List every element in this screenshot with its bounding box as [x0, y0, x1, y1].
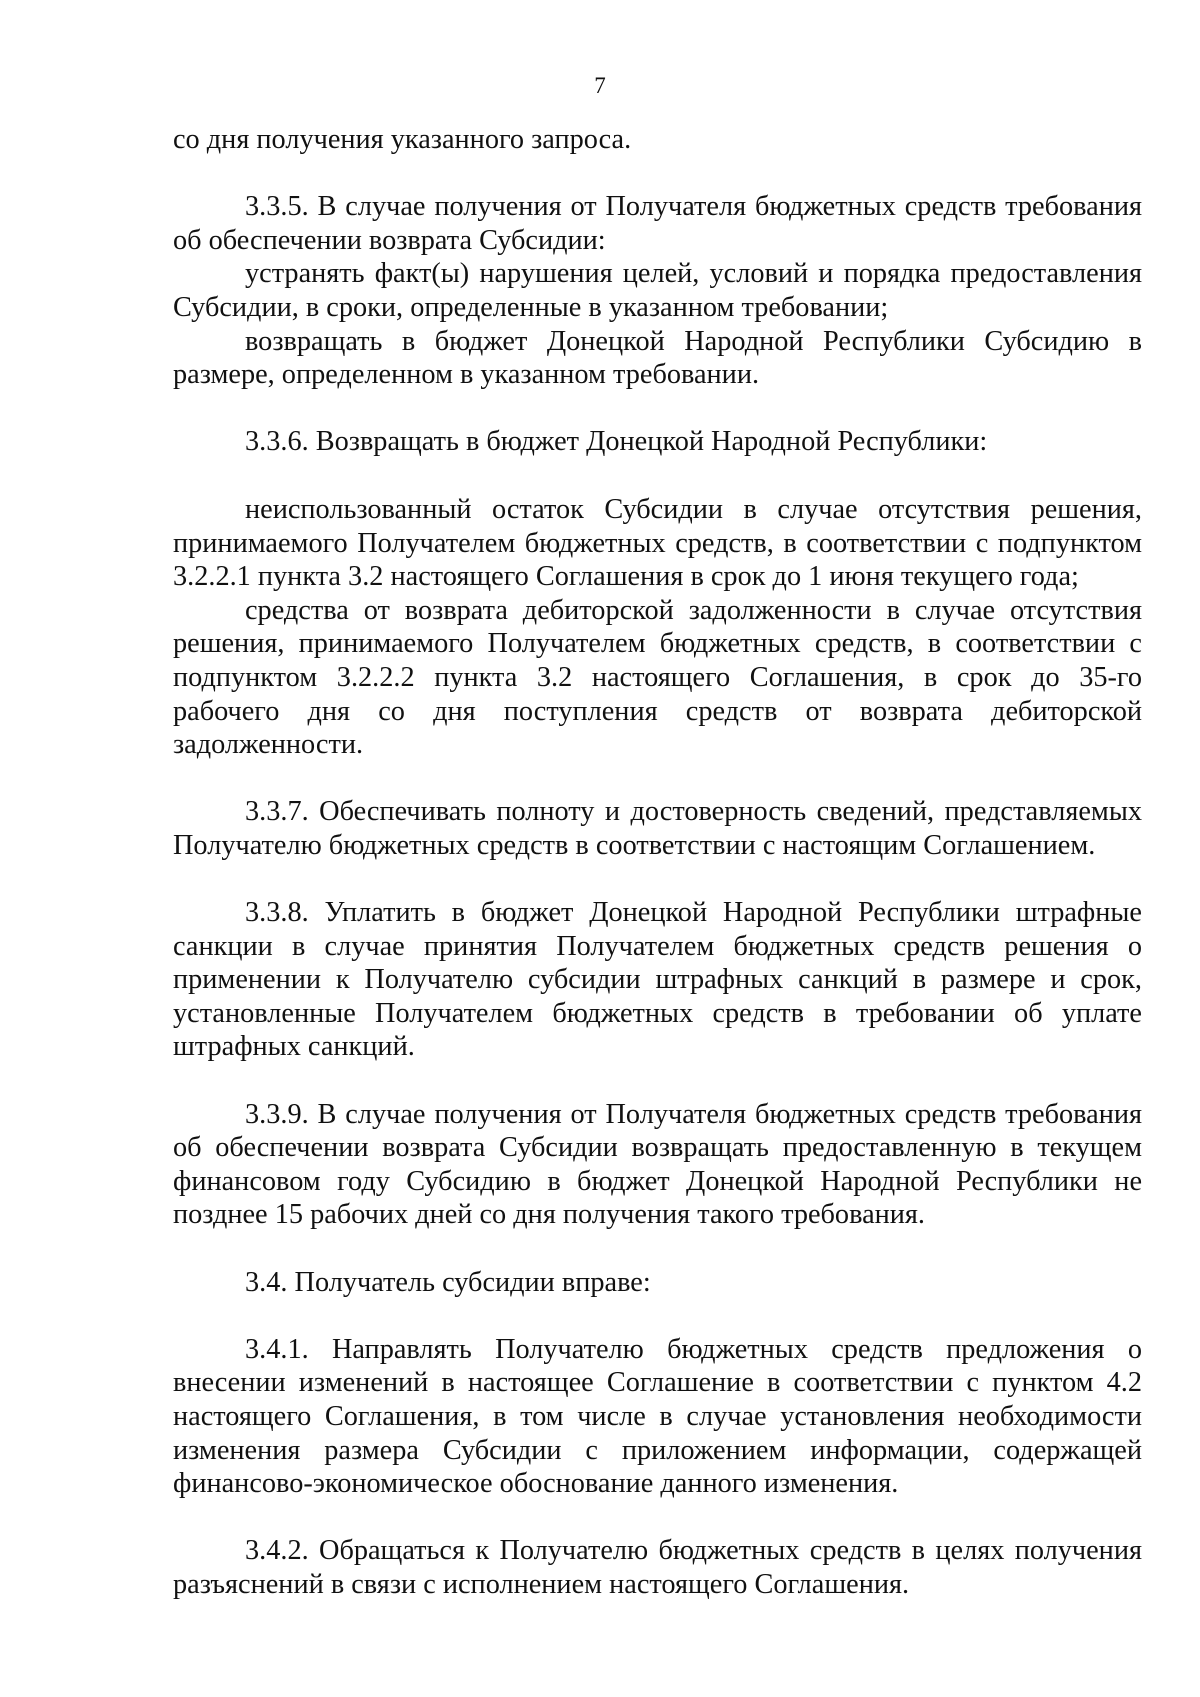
paragraph-3-4-2: 3.4.2. Обращаться к Получателю бюджетных средств в целях получения разъяснений в связи с исполнением настоящего Соглашения. — [173, 1535, 1142, 1600]
paragraph-3-4: 3.4. Получатель субсидии вправе: — [245, 1266, 651, 1298]
page-number: 7 — [594, 73, 606, 98]
paragraph-3-3-8: 3.3.8. Уплатить в бюджет Донецкой Народной Республики штрафные санкции в случае принятия Получателем бюджетных средств решения о применении к Получателю субсидии штрафных санкций в размере и срок, установленные Получателем бюджетных средств в требовании об уплате штрафных санкций. — [173, 897, 1142, 1063]
paragraph-3-3-6: 3.3.6. Возвращать в бюджет Донецкой Народной Республики: — [245, 426, 988, 458]
paragraph-3-3-6-item-2: средства от возврата дебиторской задолженности в случае отсутствия решения, принимаемого Получателем бюджетных средств, в соответствии с подпунктом 3.2.2.2 пункта 3.2 настоящего Соглашения, в срок до 35-го рабочего дня со дня поступления средств от возврата дебиторской задолженности. — [173, 594, 1142, 761]
document-body — [173, 123, 1142, 1602]
paragraph-3-3-6-item-1: неиспользованный остаток Субсидии в случае отсутствия решения, принимаемого Получателем бюджетных средств, в соответствии с подпунктом 3.2.2.1 пункта 3.2 настоящего Соглашения в срок до 1 июня текущего года; — [173, 493, 1142, 593]
paragraph-continuation: со дня получения указанного запроса. — [173, 124, 632, 155]
paragraph-3-3-9: 3.3.9. В случае получения от Получателя бюджетных средств требования об обеспечении возврата Субсидии возвращать предоставленную в текущем финансовом году Субсидию в бюджет Донецкой Народной Республики не позднее 15 рабочих дней со дня получения такого требования. — [173, 1098, 1142, 1231]
paragraph-3-3-5-item-1: устранять факт(ы) нарушения целей, условий и порядка предоставления Субсидии, в сроки, определенные в указанном требовании; — [173, 258, 1142, 323]
paragraph-3-3-7: 3.3.7. Обеспечивать полноту и достоверность сведений, представляемых Получателю бюджетных средств в соответствии с настоящим Соглашением. — [173, 796, 1142, 861]
paragraph-3-4-1: 3.4.1. Направлять Получателю бюджетных средств предложения о внесении изменений в настоящее Соглашение в соответствии с пунктом 4.2 настоящего Соглашения, в том числе в случае установления необходимости изменения размера Субсидии с приложением информации, содержащей финансово-экономическое обоснование данного изменения. — [173, 1333, 1142, 1500]
paragraph-3-3-5-item-2: возвращать в бюджет Донецкой Народной Республики Субсидию в размере, определенном в указанном требовании. — [173, 325, 1142, 391]
paragraph-3-3-5: 3.3.5. В случае получения от Получателя бюджетных средств требования об обеспечении возврата Субсидии: — [173, 191, 1142, 256]
